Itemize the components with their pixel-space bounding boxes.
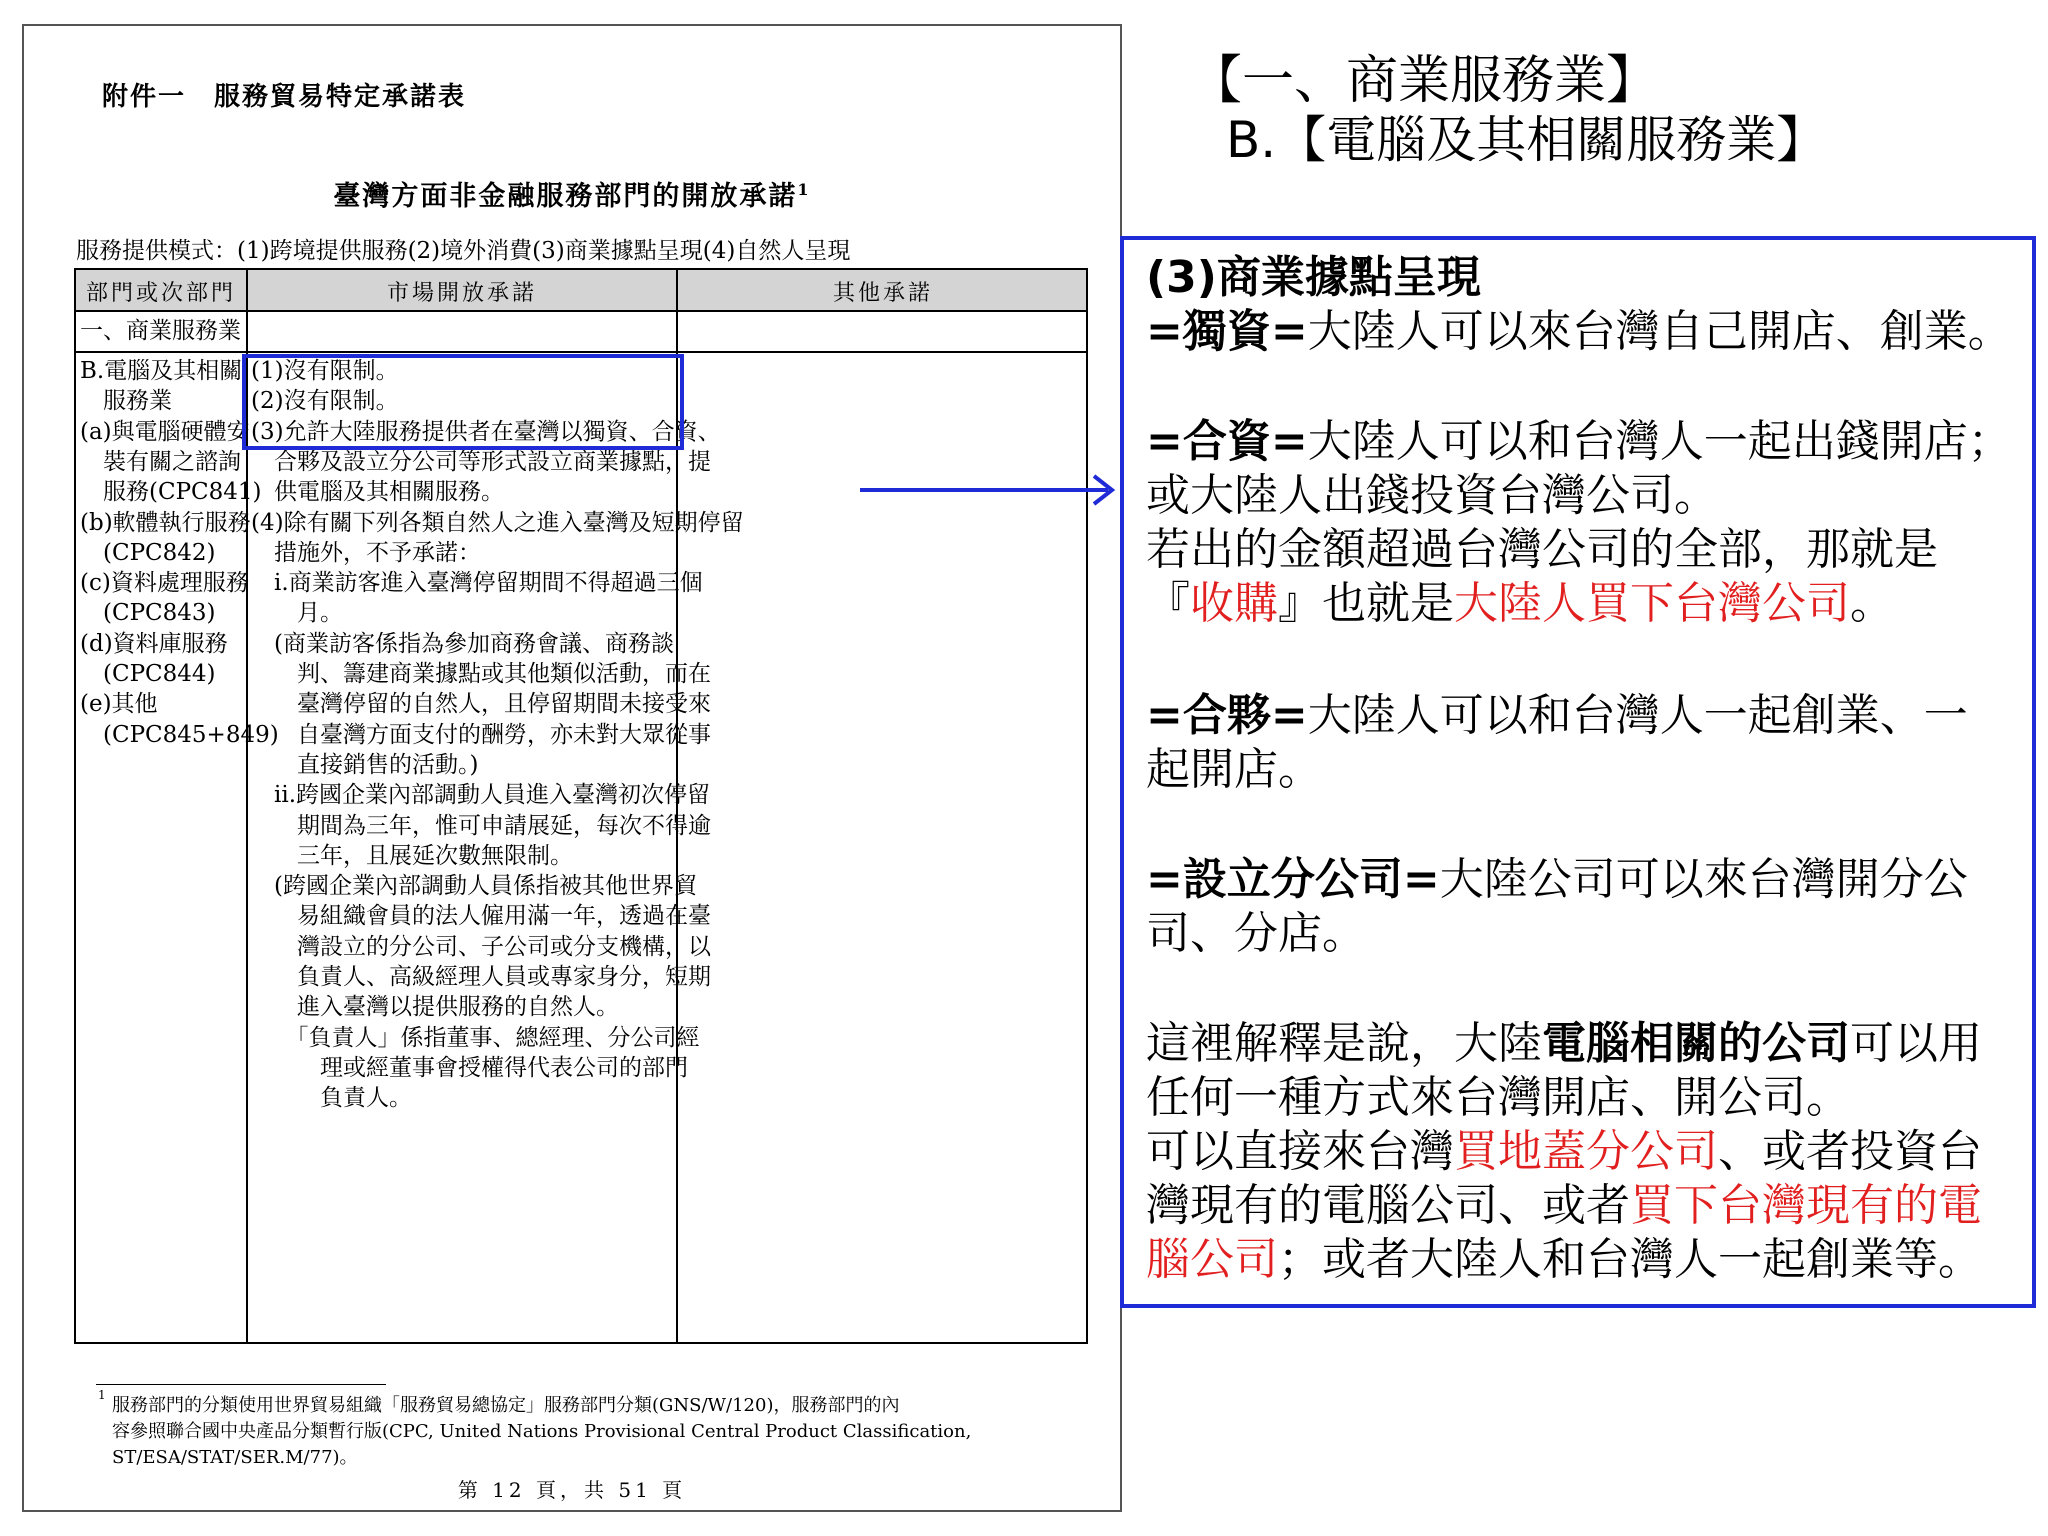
footnote-rule (96, 1384, 386, 1385)
explain-line-1 (1146, 1018, 1982, 1069)
explanation-box (1120, 236, 2036, 1308)
buy-company-emphasis: 買下台灣現有的電 (1630, 1180, 1982, 1231)
branch-line-2: 司、分店。 (1146, 908, 1366, 959)
sector-line: (CPC842) (80, 539, 216, 566)
partnership-text-1: 大陸人可以和台灣人一起創業、一 (1307, 690, 1968, 741)
sector-line: 裝有關之諮詢 (80, 448, 241, 475)
page-number: 第 12 頁，共 51 頁 (457, 1478, 687, 1502)
commitment-line: ii.跨國企業內部調動人員進入臺灣初次停留 (251, 782, 711, 809)
commitment-line: 判、籌建商業據點或其他類似活動，而在 (251, 661, 711, 687)
sector-line: (a)與電腦硬體安 (80, 418, 250, 445)
commitment-line: 期間為三年，惟可申請展延，每次不得逾 (251, 812, 711, 839)
panel-title-line2: B.【電腦及其相關服務業】 (1226, 111, 1827, 169)
sector-line: (e)其他 (80, 691, 158, 718)
sector-line: (c)資料處理服務 (80, 570, 249, 597)
commitment-line: (商業訪客係指為參加商務會議、商務談 (251, 630, 674, 657)
row-divider (76, 310, 1086, 312)
joint-venture-line-4 (1146, 578, 1894, 629)
commitment-line: 供電腦及其相關服務。 (251, 479, 504, 506)
commitment-line: (3)允許大陸服務提供者在臺灣以獨資、合資、 (251, 418, 721, 445)
service-modes-line: 服務提供模式：(1)跨境提供服務(2)境外消費(3)商業據點呈現(4)自然人呈現 (76, 238, 851, 264)
term-sole: =獨資= (1146, 306, 1308, 357)
period: 。 (1850, 578, 1894, 629)
panel-title-line1: 【一、商業服務業】 (1190, 51, 1659, 111)
joint-text-1: 大陸人可以和台灣人一起出錢開店； (1307, 416, 2012, 467)
explain-text: 灣現有的電腦公司、或者 (1146, 1180, 1630, 1231)
box-heading: (3)商業據點呈現 (1146, 252, 1481, 303)
section-row-label: 一、商業服務業 (80, 318, 241, 344)
commitment-line: (2)沒有限制。 (251, 388, 399, 415)
buy-company-emphasis-cont: 腦公司 (1146, 1234, 1278, 1285)
commitment-line: (1)沒有限制。 (251, 358, 399, 384)
computer-companies-emphasis: 電腦相關的公司 (1542, 1018, 1850, 1069)
commitment-line: 易組織會員的法人僱用滿一年，透過在臺 (251, 903, 711, 930)
commitment-line: (4)除有關下列各類自然人之進入臺灣及短期停留 (251, 509, 744, 536)
commitment-line: 負責人、高級經理人員或專家身分，短期 (251, 964, 711, 990)
sole-text: 大陸人可以來台灣自己開店、創業。 (1307, 306, 2012, 357)
sector-line: 服務(CPC841) (80, 479, 262, 506)
explain-text: ；或者大陸人和台灣人一起創業等。 (1278, 1234, 1982, 1285)
commitment-line: 灣設立的分公司、子公司或分支機構，以 (251, 933, 711, 960)
explain-text: 可以直接來台灣 (1146, 1126, 1454, 1177)
partnership-line (1146, 690, 1968, 741)
sector-line: B.電腦及其相關 (80, 358, 243, 384)
branch-text-1: 大陸公司可以來台灣開分公 (1439, 854, 1968, 905)
commitment-line: 理或經董事會授權得代表公司的部門 (251, 1054, 688, 1081)
explain-text: 這裡解釋是說，大陸 (1146, 1018, 1542, 1069)
sector-line: (b)軟體執行服務 (80, 509, 251, 536)
partnership-line-2: 起開店。 (1146, 744, 1322, 795)
commitment-line: 措施外，不予承諾： (251, 539, 481, 566)
connector-text: 』也就是 (1278, 578, 1454, 629)
commitment-line: 「負責人」係指董事、總經理、分公司經 (251, 1024, 700, 1051)
commitment-line: 負責人。 (251, 1085, 412, 1112)
explain-text: 、或者投資台 (1718, 1126, 1982, 1177)
buy-land-emphasis: 買地蓋分公司 (1454, 1126, 1718, 1177)
joint-venture-line-2: 或大陸人出錢投資台灣公司。 (1146, 470, 1718, 521)
explain-text: 可以用 (1850, 1018, 1982, 1069)
right-arrow-icon (860, 470, 1122, 510)
sector-line: 服務業 (80, 388, 172, 415)
row-divider (76, 351, 1086, 353)
explain-line-2: 任何一種方式來台灣開店、開公司。 (1146, 1072, 1850, 1123)
commitment-line: 臺灣停留的自然人，且停留期間未接受來 (251, 691, 711, 718)
commitment-line: 直接銷售的活動。) (251, 751, 479, 778)
footnote-line: ST/ESA/STAT/SER.M/77)。 (112, 1447, 358, 1468)
footnote-line: 服務部門的分類使用世界貿易組織「服務貿易總協定」服務部門分類(GNS/W/120)，服務部門的內 (112, 1395, 900, 1416)
document-title-text: 臺灣方面非金融服務部門的開放承諾 (333, 181, 798, 212)
acquisition-meaning: 大陸人買下台灣公司 (1454, 578, 1850, 629)
footnote-mark: 1 (98, 1388, 106, 1402)
commitment-line: 三年，且展延次數無限制。 (251, 842, 573, 869)
document-heading: 附件一 服務貿易特定承諾表 (102, 82, 467, 112)
commitment-line: (跨國企業內部調動人員係指被其他世界貿 (251, 873, 697, 900)
commitment-line: 合夥及設立分公司等形式設立商業據點，提 (251, 448, 711, 475)
commitment-line: 進入臺灣以提供服務的自然人。 (251, 994, 619, 1021)
quote-open: 『 (1146, 578, 1190, 629)
title-footnote-mark: 1 (797, 180, 811, 199)
explain-line-4 (1146, 1180, 1982, 1231)
sector-line: (CPC845+849) (80, 721, 279, 748)
header-market-access: 市場開放承諾 (386, 281, 537, 306)
branch-line (1146, 854, 1968, 905)
sector-line: (CPC843) (80, 600, 216, 627)
joint-venture-line-3: 若出的金額超過台灣公司的全部，那就是 (1146, 524, 1938, 575)
term-joint: =合資= (1146, 416, 1308, 467)
sector-line: (d)資料庫服務 (80, 630, 228, 657)
sole-proprietorship-line (1146, 306, 2012, 357)
commitment-line: 月。 (251, 600, 343, 627)
document-title (24, 174, 1120, 213)
commitment-line: 自臺灣方面支付的酬勞，亦未對大眾從事 (251, 721, 711, 748)
commitment-line: i.商業訪客進入臺灣停留期間不得超過三個 (251, 570, 703, 597)
scanned-document (22, 24, 1122, 1512)
footnote-line: 容參照聯合國中央產品分類暫行版(CPC, United Nations Provisional Central Product Classification, (112, 1421, 972, 1442)
term-branch: =設立分公司= (1146, 854, 1440, 905)
term-partnership: =合夥= (1146, 690, 1308, 741)
acquisition-term: 收購 (1190, 578, 1278, 629)
joint-venture-line (1146, 416, 2012, 467)
highlight-box-mode3 (242, 354, 684, 450)
header-sector: 部門或次部門 (85, 281, 236, 306)
header-other-commitments: 其他承諾 (832, 281, 933, 306)
explain-line-3 (1146, 1126, 1982, 1177)
commitment-table (74, 268, 1088, 1344)
explain-line-5 (1146, 1234, 1982, 1285)
sector-line: (CPC844) (80, 661, 216, 687)
